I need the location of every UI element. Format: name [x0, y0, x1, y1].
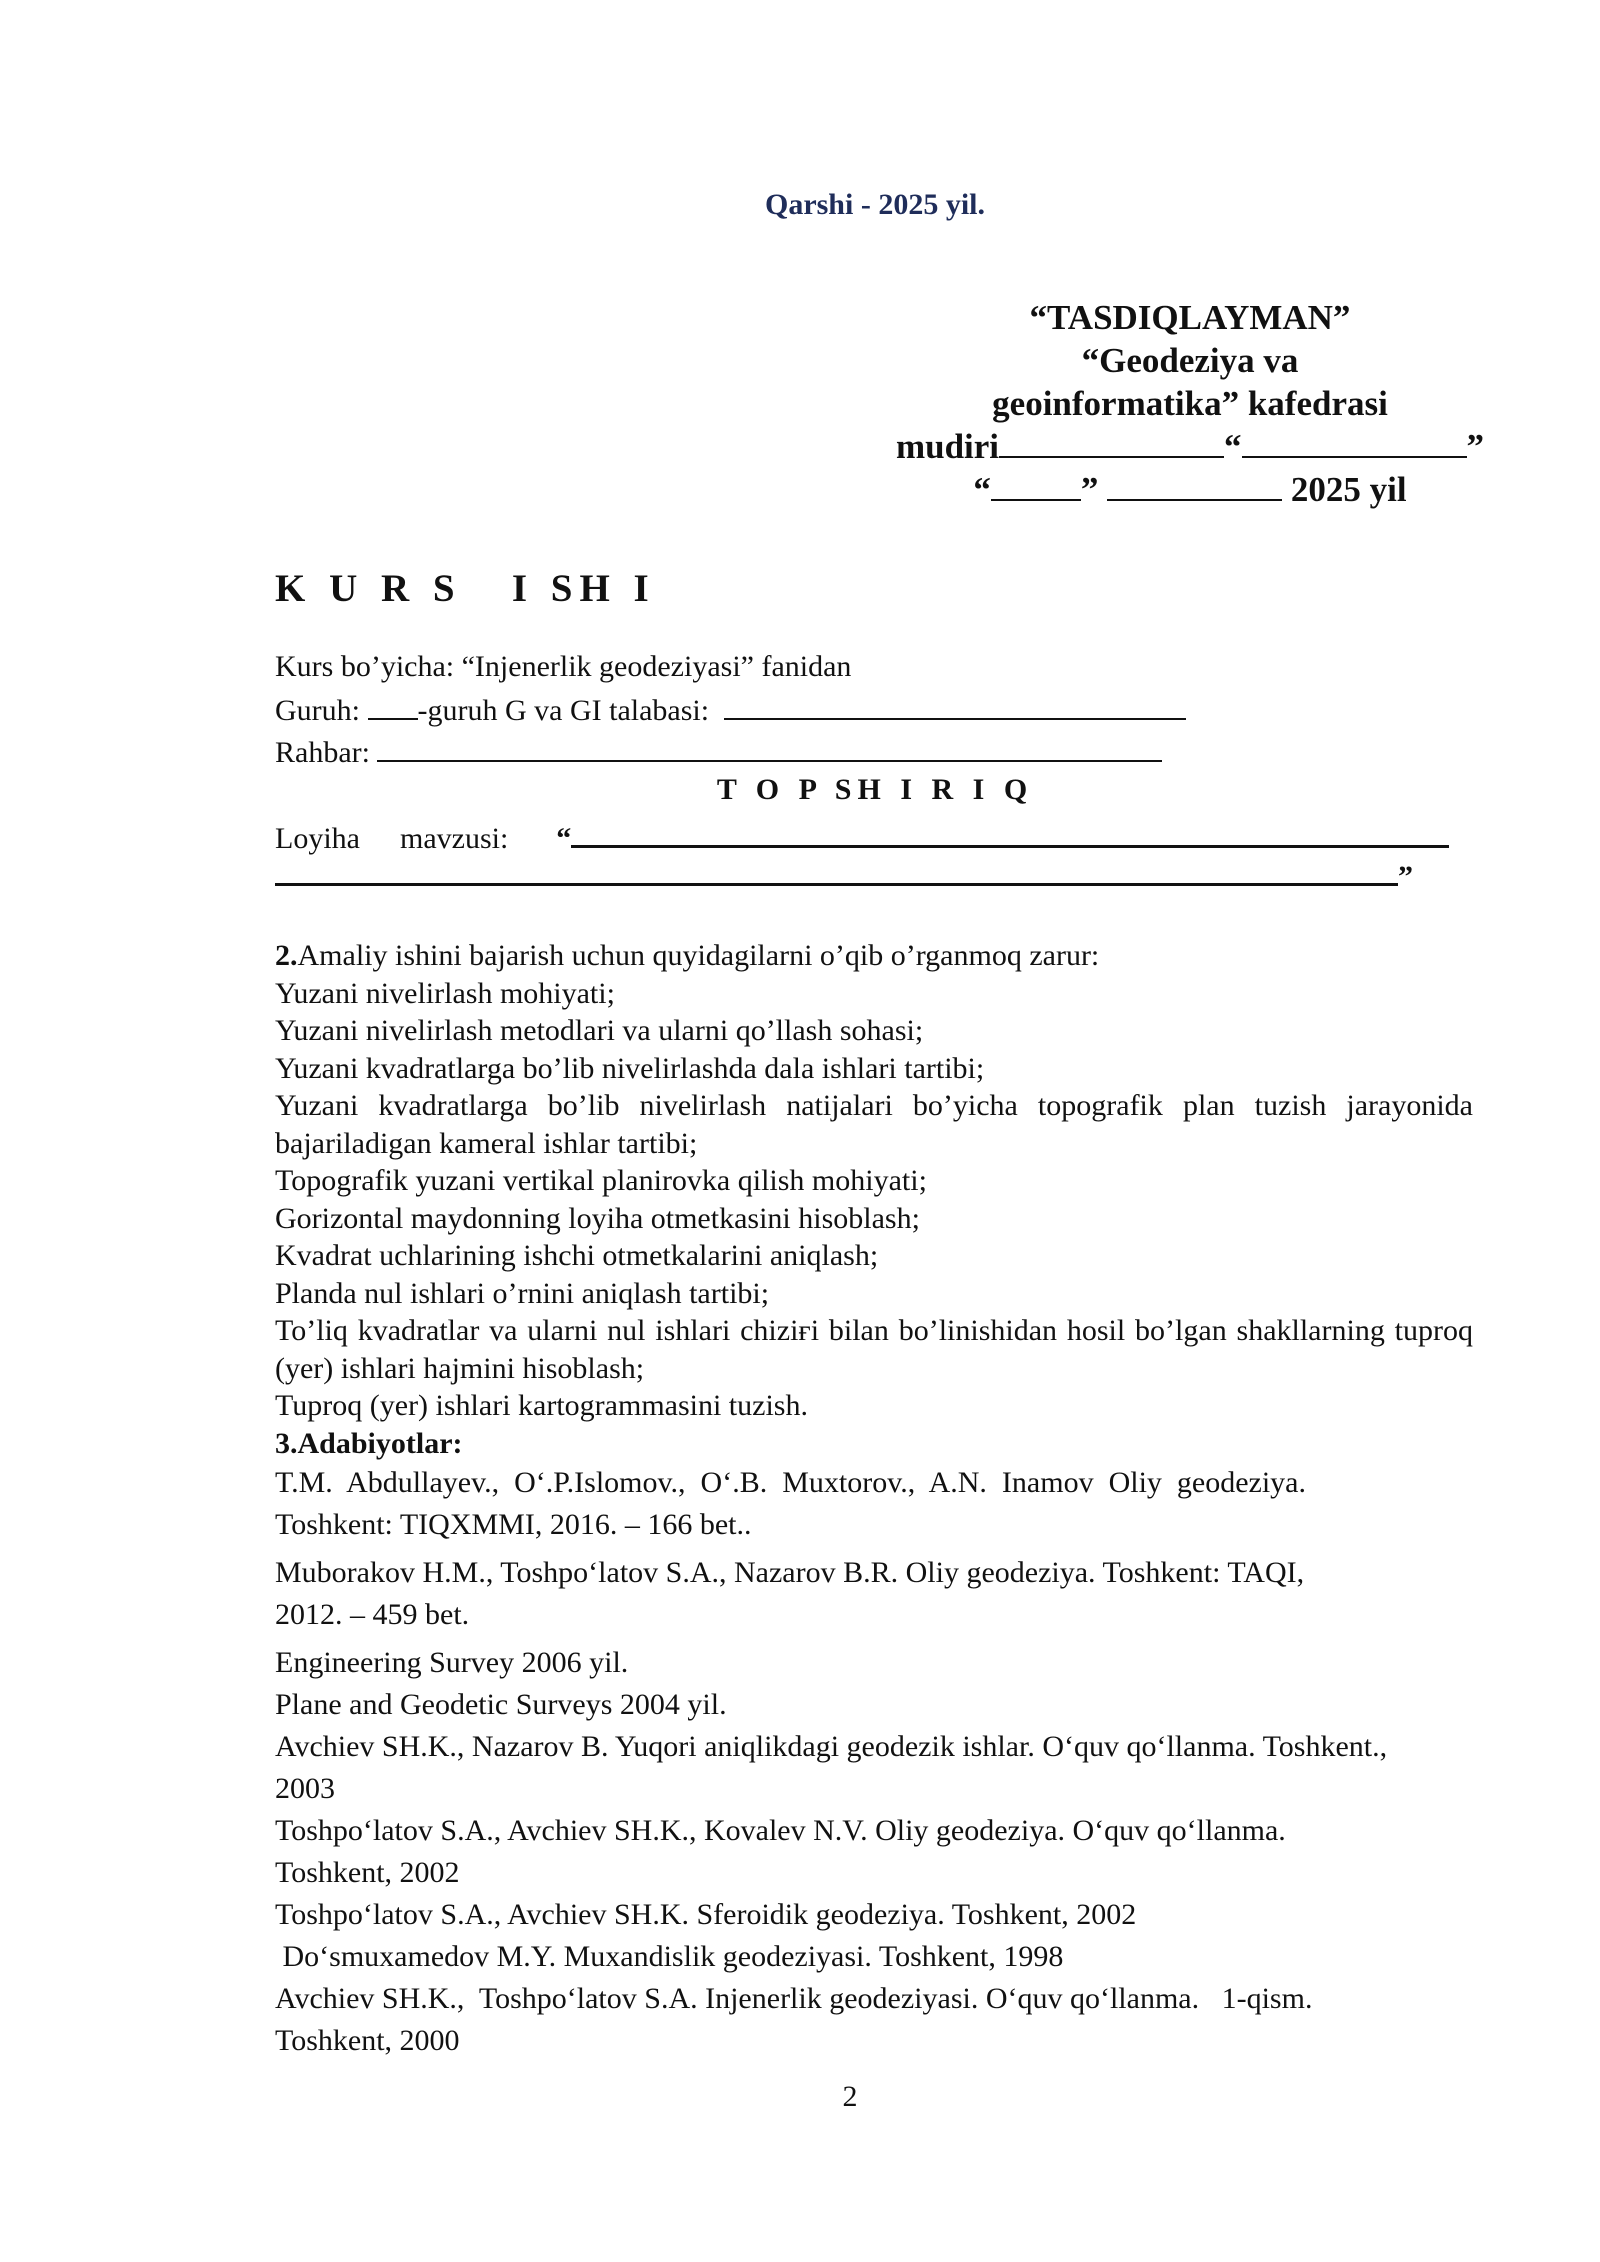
references-list	[275, 1462, 1473, 2062]
approval-year: 2025 yil	[1290, 470, 1407, 509]
quote-close: ”	[1466, 427, 1485, 466]
topic-blank-2	[275, 853, 1398, 886]
approval-title: “TASDIQLAYMAN”	[1029, 298, 1351, 337]
section-2-number: 2.	[275, 939, 298, 972]
topic-blank	[571, 815, 1449, 848]
reference-line: Toshpo‘latov S.A., Avchiev SH.K., Kovalev N.V. Oliy geodeziya. O‘quv qo‘llanma.	[275, 1814, 1286, 1847]
assignment-heading: T O P SH I R I Q	[716, 773, 1034, 806]
quote-open: “	[556, 822, 572, 855]
reference-line: Do‘smuxamedov M.Y. Muxandislik geodeziyasi. Toshkent, 1998	[275, 1940, 1064, 1973]
quote-open: “	[1224, 427, 1242, 466]
reference-line: Toshkent, 2002	[275, 1856, 460, 1889]
supervisor-line	[275, 730, 1162, 774]
reference-line: Avchiev SH.K., Toshpo‘latov S.A. Injenerlik geodeziyasi. O‘quv qo‘llanma. 1-qism.	[275, 1982, 1313, 2015]
reference-line: 2003	[275, 1772, 335, 1805]
course-subject: Kurs bo’yicha: “Injenerlik geodeziyasi” fanidan	[275, 650, 852, 683]
approval-line-4	[880, 425, 1500, 468]
city-year: Qarshi - 2025 yil.	[764, 188, 985, 221]
reference-line: Avchiev SH.K., Nazarov B. Yuqori aniqlikdagi geodezik ishlar. O‘quv qo‘llanma. Toshkent.,	[275, 1730, 1388, 1763]
reference-line: Toshkent, 2000	[275, 2024, 460, 2057]
quote-close: ”	[1080, 470, 1099, 509]
list-item: Planda nul ishlari o’rnini aniqlash tartibi;	[275, 1276, 770, 1310]
approval-block	[880, 296, 1500, 511]
reference-line: Toshpo‘latov S.A., Avchiev SH.K. Sferoidik geodeziya. Toshkent, 2002	[275, 1898, 1137, 1931]
group-label: Guruh:	[275, 694, 368, 727]
reference-line: T.M. Abdullayev., O‘.P.Islomov., O‘.B. Muxtorov., A.N. Inamov Oliy geodeziya.	[275, 1466, 1307, 1499]
list-item: Yuzani kvadratlarga bo’lib nivelirlashda dala ishlari tartibi;	[275, 1051, 985, 1085]
course-work-title: K U R S I SH I	[275, 567, 656, 610]
list-item: Yuzani nivelirlash mohiyati;	[275, 976, 615, 1010]
quote-close: ”	[1398, 860, 1413, 893]
topic-label-2: mavzusi:	[399, 822, 509, 855]
group-line	[275, 688, 1186, 732]
supervisor-blank	[377, 730, 1162, 762]
quote-open: “	[973, 470, 991, 509]
reference-line: Toshkent: TIQXMMI, 2016. – 166 bet..	[275, 1508, 752, 1541]
approval-line-3: geoinformatika” kafedrasi	[992, 384, 1388, 423]
month-blank	[1107, 469, 1282, 501]
day-blank	[991, 469, 1081, 501]
list-item: Yuzani nivelirlash metodlari va ularni qo’llash sohasi;	[275, 1014, 924, 1047]
approval-line-2: “Geodeziya va	[1081, 341, 1299, 380]
reference-line: Plane and Geodetic Surveys 2004 yil.	[275, 1688, 727, 1721]
list-item: Tuproq (yer) ishlari kartogrammasini tuzish.	[275, 1389, 808, 1422]
list-item: To’liq kvadratlar va ularni nul ishlari chiziғi bilan bo’linishidan hosil bo’lgan shakllarning tuproq (yer) ishlari hajmini hisoblash;	[275, 1314, 1473, 1385]
group-number-blank	[368, 688, 418, 720]
list-item: Topografik yuzani vertikal planirovka qilish mohiyati;	[275, 1164, 927, 1197]
name-blank	[1242, 426, 1467, 458]
reference-line: 2012. – 459 bet.	[275, 1598, 470, 1631]
reference-line: Engineering Survey 2006 yil.	[275, 1646, 629, 1679]
list-item: Gorizontal maydonning loyiha otmetkasini hisoblash;	[275, 1201, 920, 1235]
list-item: Yuzani kvadratlarga bo’lib nivelirlash natijalari bo’yicha topografik plan tuzish jarayonida bajariladigan kameral ishlar tartibi;	[275, 1089, 1473, 1160]
list-item: Kvadrat uchlarining ishchi otmetkalarini aniqlash;	[275, 1239, 879, 1272]
topic-line-2	[275, 853, 1413, 898]
section-3-heading: 3.Adabiyotlar:	[275, 1426, 463, 1460]
group-suffix: -guruh G va GI talabasi:	[417, 694, 710, 727]
approval-head-label: mudiri	[895, 427, 1000, 466]
section-2	[275, 937, 1473, 1462]
section-2-intro: 2.Amaliy ishini bajarish uchun quyidagilarni o’qib o’rganmoq zarur:	[275, 939, 1100, 972]
signature-blank	[999, 426, 1224, 458]
page-number: 2	[842, 2080, 858, 2113]
student-name-blank	[724, 688, 1186, 720]
approval-line-5	[880, 468, 1500, 511]
topic-label: Loyiha	[275, 822, 360, 855]
reference-line: Muborakov H.M., Toshpo‘latov S.A., Nazarov B.R. Oliy geodeziya. Toshkent: TAQI,	[275, 1556, 1305, 1589]
supervisor-label: Rahbar:	[275, 736, 378, 769]
